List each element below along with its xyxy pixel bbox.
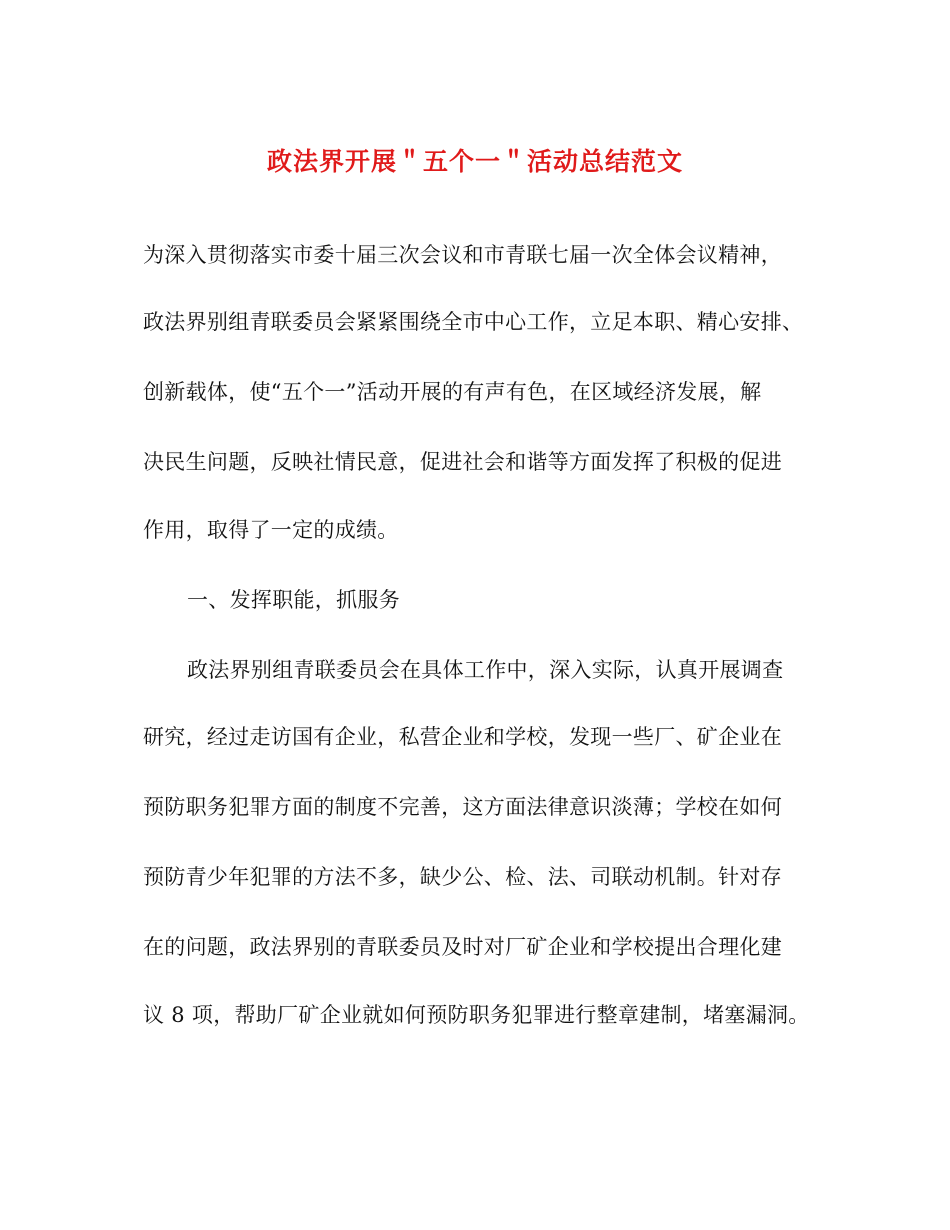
paragraph-line: 创新载体，使“五个一”活动开展的有声有色，在区域经济发展，解: [143, 380, 762, 404]
paragraph-line: 研究，经过走访国有企业，私营企业和学校，发现一些厂、矿企业在: [143, 725, 782, 749]
page-title: 政法界开展＂五个一＂活动总结范文: [266, 147, 683, 176]
paragraph-line: 政法界别组青联委员会在具体工作中，深入实际，认真开展调查: [187, 658, 784, 682]
paragraph-line: 决民生问题，反映社情民意，促进社会和谐等方面发挥了积极的促进: [143, 450, 782, 474]
paragraph-line: 为深入贯彻落实市委十届三次会议和市青联七届一次全体会议精神，: [143, 243, 782, 267]
paragraph-line: 在的问题，政法界别的青联委员及时对厂矿企业和学校提出合理化建: [143, 935, 782, 959]
paragraph-line: 预防职务犯罪方面的制度不完善，这方面法律意识淡薄；学校在如何: [143, 795, 782, 819]
paragraph-line: 议 8 项，帮助厂矿企业就如何预防职务犯罪进行整章建制，堵塞漏洞。: [143, 1003, 810, 1027]
paragraph-line: 政法界别组青联委员会紧紧围绕全市中心工作，立足本职、精心安排、: [143, 310, 804, 334]
paragraph-line: 预防青少年犯罪的方法不多，缺少公、检、法、司联动机制。针对存: [143, 865, 782, 889]
paragraph-line: 作用，取得了一定的成绩。: [143, 518, 399, 542]
section-heading: 一、发挥职能，抓服务: [187, 588, 400, 612]
